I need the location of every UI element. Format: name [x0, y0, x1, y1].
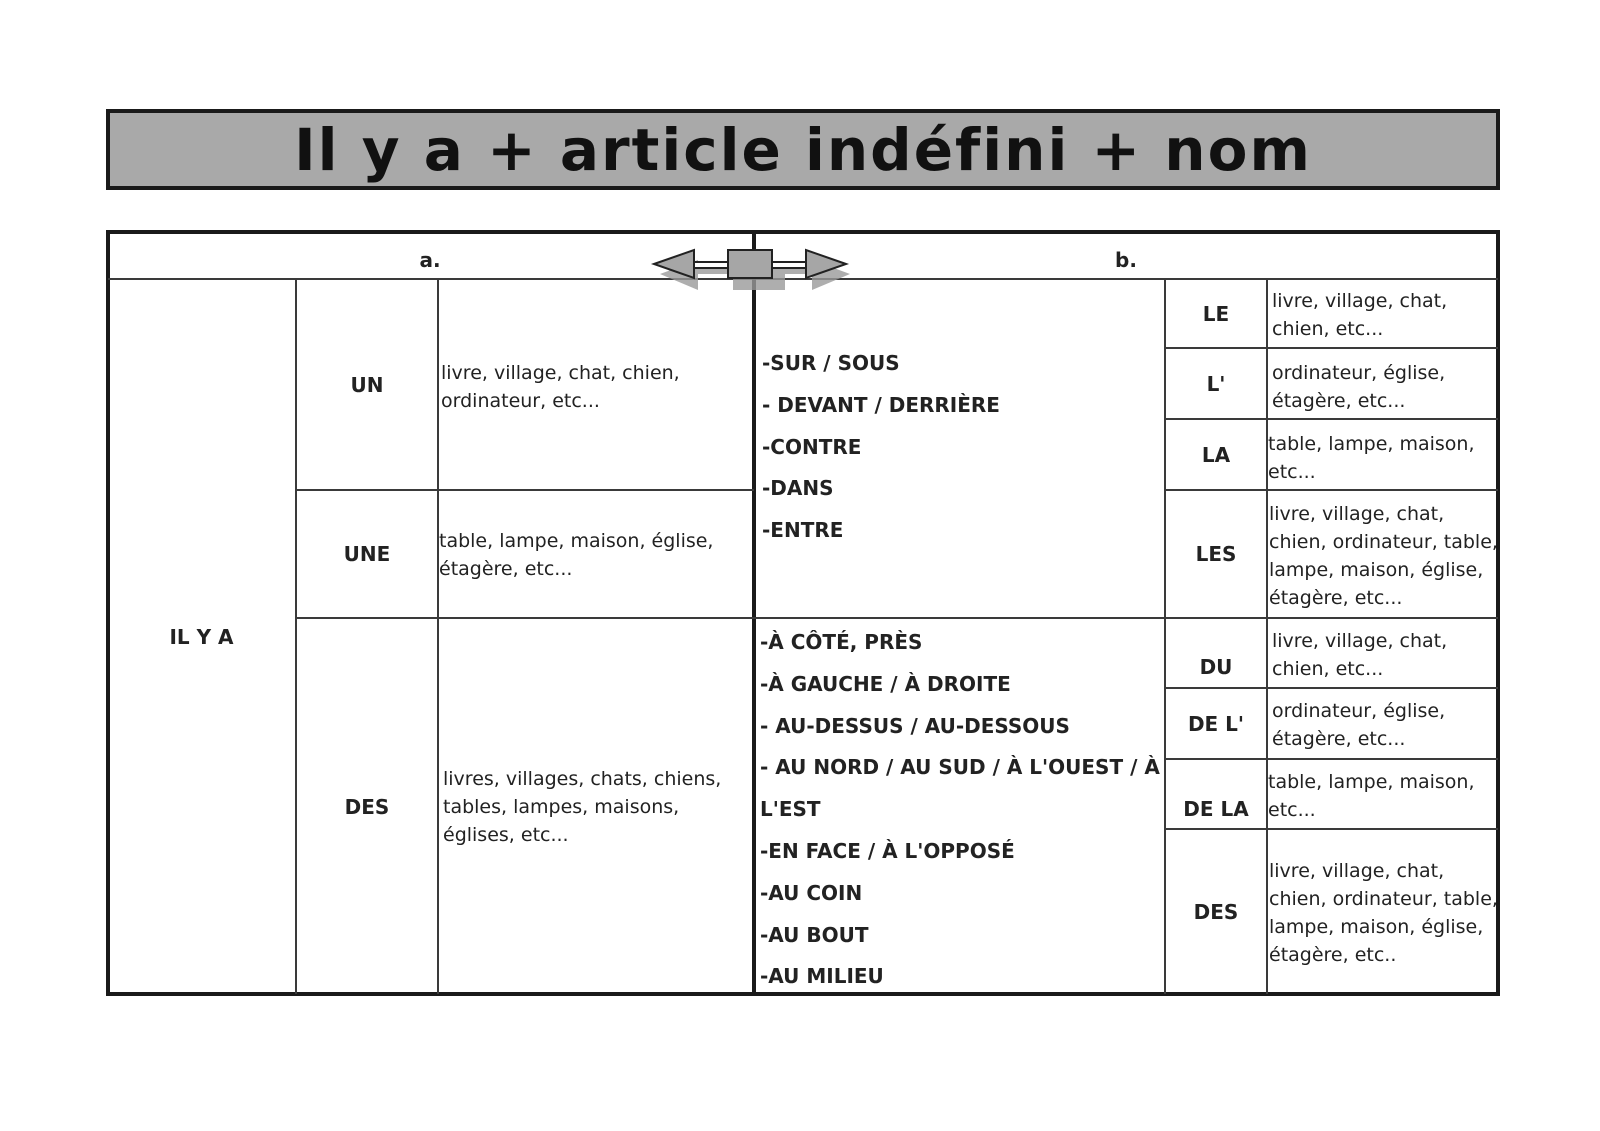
examples-des: livres, villages, chats, chiens, tables, lampes, maisons, églises, etc... — [443, 768, 722, 846]
title-banner — [106, 109, 1500, 190]
examples-l: ordinateur, église, étagère, etc... — [1272, 362, 1446, 412]
column-b-header: b. — [1115, 248, 1137, 272]
article-les: LES — [1195, 542, 1237, 566]
preposition-item: -SUR / SOUS — [762, 351, 900, 375]
article-des: DES — [344, 794, 390, 819]
article-une: UNE — [343, 542, 391, 566]
preposition-item: -ENTRE — [762, 518, 844, 543]
preposition-item: -À GAUCHE / À DROITE — [760, 671, 1011, 696]
article-un: UN — [350, 372, 384, 397]
preposition-item: -CONTRE — [762, 434, 862, 459]
preposition-item: - AU NORD / AU SUD / À L'OUEST / À — [760, 755, 1160, 780]
article-le: LE — [1202, 301, 1230, 326]
examples-un: livre, village, chat, chien, ordinateur, etc... — [441, 362, 680, 412]
col-line-4 — [1266, 280, 1268, 994]
double-arrow-icon — [650, 244, 860, 292]
preposition-item: L'EST — [760, 797, 821, 822]
preposition-item: -DANS — [762, 476, 834, 501]
article-de-l: DE L' — [1187, 711, 1245, 736]
preposition-item: -AU BOUT — [760, 922, 869, 947]
preposition-item: -AU COIN — [760, 880, 863, 905]
prepositions-bottom — [760, 622, 1164, 994]
column-a-header: a. — [419, 248, 441, 272]
il-y-a-label: IL Y A — [169, 625, 234, 649]
row-line-r4 — [1165, 617, 1498, 619]
preposition-item: - DEVANT / DERRIÈRE — [762, 392, 1000, 417]
examples-la: table, lampe, maison, etc... — [1268, 433, 1475, 483]
examples-une: table, lampe, maison, église, étagère, etc... — [439, 530, 714, 580]
preposition-item: -À CÔTÉ, PRÈS — [760, 630, 923, 654]
examples-de-l: ordinateur, église, étagère, etc... — [1272, 700, 1446, 750]
row-line-r6 — [1165, 758, 1498, 760]
preposition-item: - AU-DESSUS / AU-DESSOUS — [760, 713, 1070, 738]
article-de-la: DE LA — [1183, 797, 1249, 821]
col-line-2 — [437, 280, 439, 994]
article-la: LA — [1201, 442, 1231, 467]
center-divider — [752, 232, 756, 994]
row-line-prep — [754, 617, 1166, 619]
examples-du: livre, village, chat, chien, etc... — [1272, 630, 1448, 680]
prepositions-top — [762, 343, 1162, 558]
examples-de-la: table, lampe, maison, etc... — [1268, 771, 1475, 821]
examples-les: livre, village, chat, chien, ordinateur, table, lampe, maison, église, étagère, etc... — [1269, 503, 1498, 609]
examples-des-partitive: livre, village, chat, chien, ordinateur, table, lampe, maison, église, étagère, etc.. — [1269, 860, 1498, 966]
page-title: Il y a + article indéfini + nom — [294, 115, 1312, 184]
preposition-item: -EN FACE / À L'OPPOSÉ — [760, 838, 1015, 863]
preposition-item: -AU MILIEU — [760, 964, 884, 989]
article-l: L' — [1206, 371, 1226, 396]
article-des-partitive: DES — [1193, 900, 1239, 924]
article-du: DU — [1199, 655, 1233, 679]
examples-le: livre, village, chat, chien, etc... — [1272, 290, 1448, 340]
